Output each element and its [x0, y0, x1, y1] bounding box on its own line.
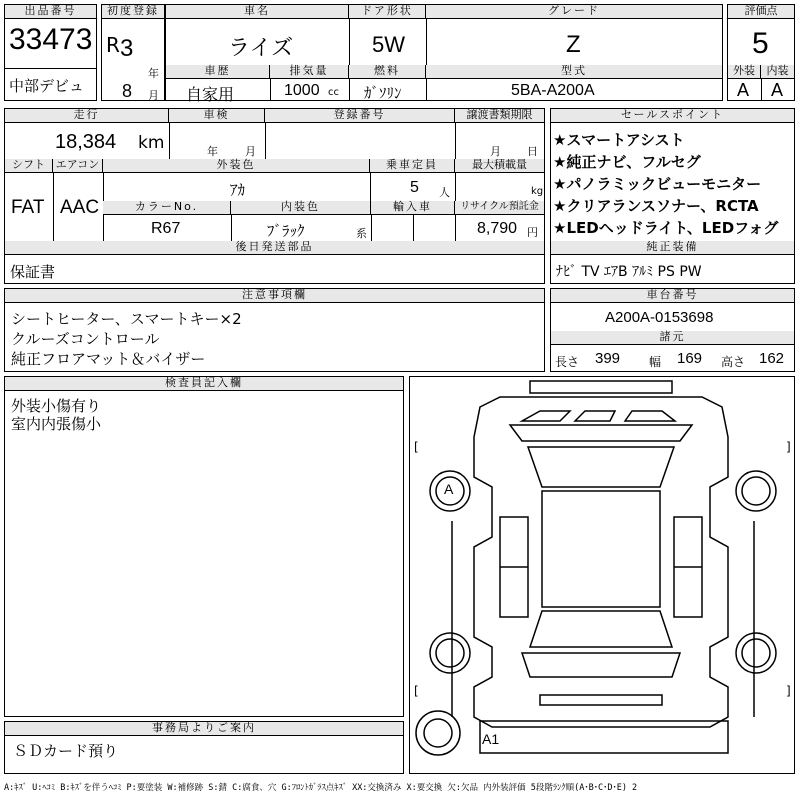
trunk-shape — [522, 653, 680, 677]
color-no-label: カラーNo. — [103, 201, 231, 215]
reg-year: 3 — [120, 35, 134, 62]
office-text: ＳＤカード預り — [13, 742, 119, 760]
fuel-label: 燃料 — [349, 65, 426, 79]
door-type: 5W — [372, 32, 405, 57]
car-name: ライズ — [228, 36, 294, 61]
hood-shape — [510, 425, 692, 441]
width-label: 幅 — [649, 355, 662, 369]
displacement: 1000 — [284, 82, 320, 99]
roof-shape — [542, 491, 660, 607]
notes-line-2: クルーズコントロール — [11, 330, 160, 348]
selling-point-4: ★クリアランスソナー、RCTA — [553, 197, 759, 215]
fuel: ｶﾞｿﾘﾝ — [364, 84, 402, 102]
mileage-label: 走行 — [5, 109, 169, 123]
int-color-suffix: 系 — [356, 227, 367, 240]
damage-mark-a: A — [444, 481, 454, 497]
equipment-label: 純正装備 — [551, 241, 794, 255]
max-load-label: 最大積載量 — [455, 159, 544, 173]
transfer-day-unit: 日 — [527, 145, 538, 158]
rear-panel-shape — [480, 721, 728, 753]
damage-mark-a1: A1 — [482, 731, 500, 747]
history-label: 車歴 — [166, 65, 270, 79]
score-box — [727, 4, 795, 101]
inspector-box — [4, 376, 404, 717]
svg-text:[: [ — [414, 684, 419, 698]
history: 自家用 — [186, 85, 235, 104]
vehicle-info-box — [4, 108, 545, 284]
notes-box — [4, 288, 545, 372]
car-outline-svg — [410, 377, 796, 775]
ac-label: エアコン — [53, 159, 103, 173]
shift-label: シフト — [5, 159, 53, 173]
rear-glass-shape — [530, 611, 672, 647]
first-reg-box — [101, 4, 165, 101]
shift: FAT — [11, 197, 45, 218]
later-parts-label: 後日発送部品 — [5, 241, 544, 255]
notes-line-3: 純正フロアマット＆バイザー — [11, 350, 206, 368]
max-load-unit: kg — [531, 186, 544, 197]
debut-label: 中部デビュ — [9, 77, 85, 95]
recycle-label: リサイクル預託金 — [455, 201, 544, 215]
inspector-line-1: 外装小傷有り — [11, 397, 102, 415]
recycle-unit: 円 — [527, 226, 538, 239]
insp-year-unit: 年 — [207, 145, 218, 158]
windshield-shape — [528, 447, 674, 487]
door-label: ドア形状 — [349, 5, 426, 19]
chassis-box — [550, 288, 795, 372]
mileage: 18,384 — [55, 131, 117, 153]
inspection-label: 車検 — [169, 109, 265, 123]
front-bumper-shape — [530, 381, 672, 393]
reg-month: 8 — [122, 81, 133, 101]
selling-point-1: ★スマートアシスト — [553, 131, 685, 149]
interior-grade: A — [771, 80, 784, 100]
import-label: 輸入車 — [371, 201, 455, 215]
legend: A:ｷｽﾞ U:ﾍｺﾐ B:ｷｽﾞを伴うﾍｺﾐ P:要塗装 W:補修跡 S:錆 C:腐食、穴 G:ﾌﾛﾝﾄｶﾞﾗｽ点ｷｽﾞ XX:交換済み X:要交換 欠:欠品 内外装評価 5段階ﾗﾝｸ順(A･B･C･D･E) 2 — [4, 783, 638, 793]
mileage-unit: km — [138, 133, 165, 153]
height: 162 — [759, 350, 785, 367]
main-header-box — [165, 4, 723, 104]
score: 5 — [752, 27, 769, 60]
era: R — [106, 33, 120, 57]
transfer-month-unit: 月 — [490, 145, 501, 158]
selling-point-2: ★純正ナビ、フルセグ — [553, 153, 701, 171]
month-unit: 月 — [148, 89, 159, 102]
inspector-line-2: 室内内張傷小 — [11, 415, 102, 433]
chassis-label: 車台番号 — [551, 289, 794, 303]
svg-text:]: ] — [786, 684, 791, 698]
svg-text:[: [ — [414, 440, 419, 454]
inspector-label: 検査員記入欄 — [5, 377, 403, 391]
later-parts: 保証書 — [10, 263, 56, 281]
lot-label: 出品番号 — [5, 5, 96, 19]
notes-line-1: シートヒーター、スマートキー×2 — [11, 310, 242, 328]
insp-month-unit: 月 — [245, 145, 256, 158]
displacement-unit: cc — [328, 87, 339, 98]
width: 169 — [677, 350, 703, 367]
chassis-number: A200A-0153698 — [605, 309, 714, 326]
int-color: ﾌﾞﾗｯｸ — [267, 222, 305, 240]
capacity-label: 乗車定員 — [370, 159, 455, 173]
height-label: 高さ — [721, 355, 746, 369]
car-name-label: 車名 — [166, 5, 349, 19]
selling-points-label: セールスポイント — [551, 109, 794, 123]
grade: Z — [566, 31, 581, 58]
first-reg-label: 初度登録 — [102, 5, 164, 19]
model: 5BA-A200A — [511, 82, 595, 99]
equipment: ﾅﾋﾞ TV ｴｱB ｱﾙﾐ PS PW — [556, 264, 702, 280]
lot-number: 33473 — [9, 23, 93, 56]
interior-label: 内装 — [761, 65, 794, 79]
lot-box — [4, 4, 97, 101]
recycle: 8,790 — [477, 220, 518, 237]
length-label: 長さ — [555, 355, 580, 369]
ac: AAC — [60, 197, 100, 218]
capacity: 5 — [410, 179, 419, 196]
capacity-unit: 人 — [439, 186, 450, 199]
displacement-label: 排気量 — [270, 65, 349, 79]
year-unit: 年 — [148, 67, 159, 80]
transfer-label: 譲渡書類期限 — [455, 109, 544, 123]
color-no: R67 — [151, 220, 181, 237]
specs-label: 諸元 — [551, 331, 794, 345]
exterior-label: 外装 — [728, 65, 761, 79]
selling-point-5: ★LEDヘッドライト、LEDフォグ — [553, 219, 779, 237]
reg-number-label: 登録番号 — [265, 109, 455, 123]
grade-label: グレード — [426, 5, 722, 19]
svg-text:]: ] — [786, 440, 791, 454]
score-label: 評価点 — [728, 5, 794, 19]
office-label: 事務局よりご案内 — [5, 722, 403, 736]
ext-color-label: 外装色 — [103, 159, 370, 173]
notes-label: 注意事項欄 — [5, 289, 544, 303]
exterior-grade: A — [737, 80, 750, 100]
office-box — [4, 721, 404, 774]
spare-tire — [416, 711, 460, 755]
length: 399 — [595, 350, 621, 367]
selling-points-box — [550, 108, 795, 284]
model-label: 型式 — [426, 65, 722, 79]
damage-diagram — [409, 376, 795, 774]
grille-shape — [522, 411, 675, 421]
int-color-label: 内装色 — [231, 201, 371, 215]
ext-color: ｱｶ — [230, 181, 246, 199]
rear-bumper-shape — [540, 695, 662, 705]
selling-point-3: ★パノラミックビューモニター — [553, 175, 762, 193]
